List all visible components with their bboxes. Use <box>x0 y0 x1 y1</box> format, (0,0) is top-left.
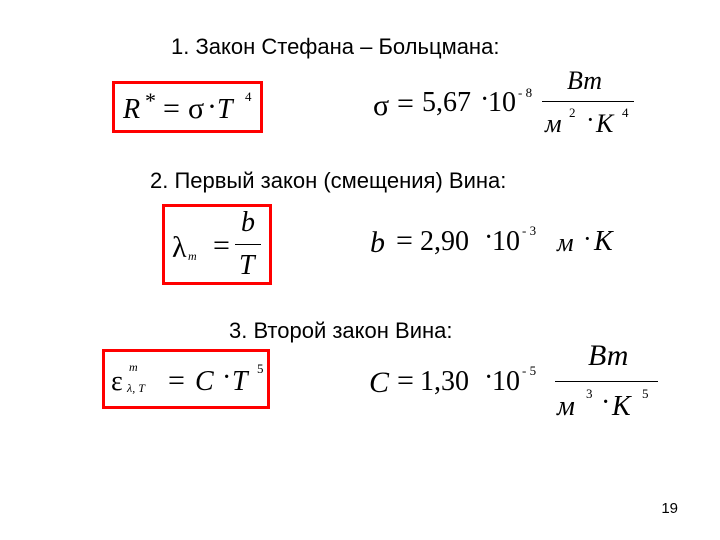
const-b-ten: 10 <box>492 226 520 257</box>
formula-box-stefan-boltzmann <box>112 81 263 133</box>
const-C-ten: 10 <box>492 366 520 397</box>
const-sigma-unit-K: К <box>596 109 614 138</box>
const-C-unit-m-exp: 3 <box>586 386 593 401</box>
formula-equals: = <box>168 364 185 397</box>
const-C-unit-K: К <box>612 391 631 422</box>
const-b-exp: - 3 <box>522 223 537 238</box>
formula-R: R <box>123 94 141 125</box>
const-C-unit-K-exp: 5 <box>642 386 649 401</box>
const-b-dot: · <box>484 222 494 253</box>
formula-dot: · <box>207 90 217 123</box>
const-C-symbol: C <box>369 366 390 399</box>
const-b-symbol: b <box>370 226 385 259</box>
const-sigma-equals: = <box>397 87 414 120</box>
const-sigma-unit-K-exp: 4 <box>622 105 629 120</box>
page-number: 19 <box>661 500 678 517</box>
const-b-unit-dot: · <box>583 224 592 253</box>
const-C-unit-num: Вт <box>588 339 629 372</box>
const-sigma-fraction-line <box>542 101 634 102</box>
const-b-mantissa: 2,90 <box>420 226 469 257</box>
formula-epsilon-sub: λ, T <box>127 381 145 395</box>
const-C-exp: - 5 <box>522 363 537 378</box>
const-sigma-dot: · <box>480 84 490 115</box>
const-sigma-symbol: σ <box>373 89 390 122</box>
const-C-equals: = <box>397 364 414 397</box>
formula-T: T <box>217 94 233 125</box>
formula-equals: = <box>213 229 230 262</box>
heading-wien-second: 3. Второй закон Вина: <box>229 318 453 343</box>
formula-sigma: σ <box>188 92 205 125</box>
formula-num-b: b <box>241 207 255 238</box>
formula-star: * <box>145 88 156 113</box>
heading-stefan-boltzmann: 1. Закон Стефана – Больцмана: <box>171 34 500 59</box>
formula-C: C <box>195 366 214 397</box>
formula-epsilon: ε <box>111 366 123 397</box>
formula-exp: 5 <box>257 361 264 376</box>
formula-T: T <box>232 366 248 397</box>
formula-box-wien-first <box>162 204 272 285</box>
const-sigma-unit-m-exp: 2 <box>569 105 576 120</box>
const-C-mantissa: 1,30 <box>420 366 469 397</box>
const-sigma-unit-m: м <box>545 109 562 138</box>
formula-dot: · <box>222 362 232 393</box>
const-C-fraction-line <box>555 381 658 382</box>
formula-den-T: T <box>239 250 255 281</box>
const-sigma-unit-num: Вт <box>567 66 602 95</box>
formula-fraction-line <box>235 244 261 245</box>
const-C-unit-dot: · <box>601 387 611 418</box>
const-C-dot: · <box>484 362 494 393</box>
formula-epsilon-sup: m <box>129 360 138 374</box>
const-b-unit-m: м <box>557 228 574 257</box>
const-b-unit-K: К <box>594 226 613 257</box>
const-sigma-ten: 10 <box>488 87 516 118</box>
const-sigma-unit-dot: · <box>586 105 595 134</box>
formula-lambda-sub: m <box>188 249 197 263</box>
formula-box-wien-second <box>102 349 270 409</box>
const-sigma-exp: - 8 <box>518 85 533 100</box>
formula-exp: 4 <box>245 89 252 104</box>
const-C-unit-m: м <box>557 391 575 422</box>
formula-lambda: λ <box>172 231 187 264</box>
formula-equals: = <box>163 92 180 125</box>
const-b-equals: = <box>396 224 413 257</box>
const-sigma-mantissa: 5,67 <box>422 87 471 118</box>
heading-wien-first: 2. Первый закон (смещения) Вина: <box>150 168 507 193</box>
